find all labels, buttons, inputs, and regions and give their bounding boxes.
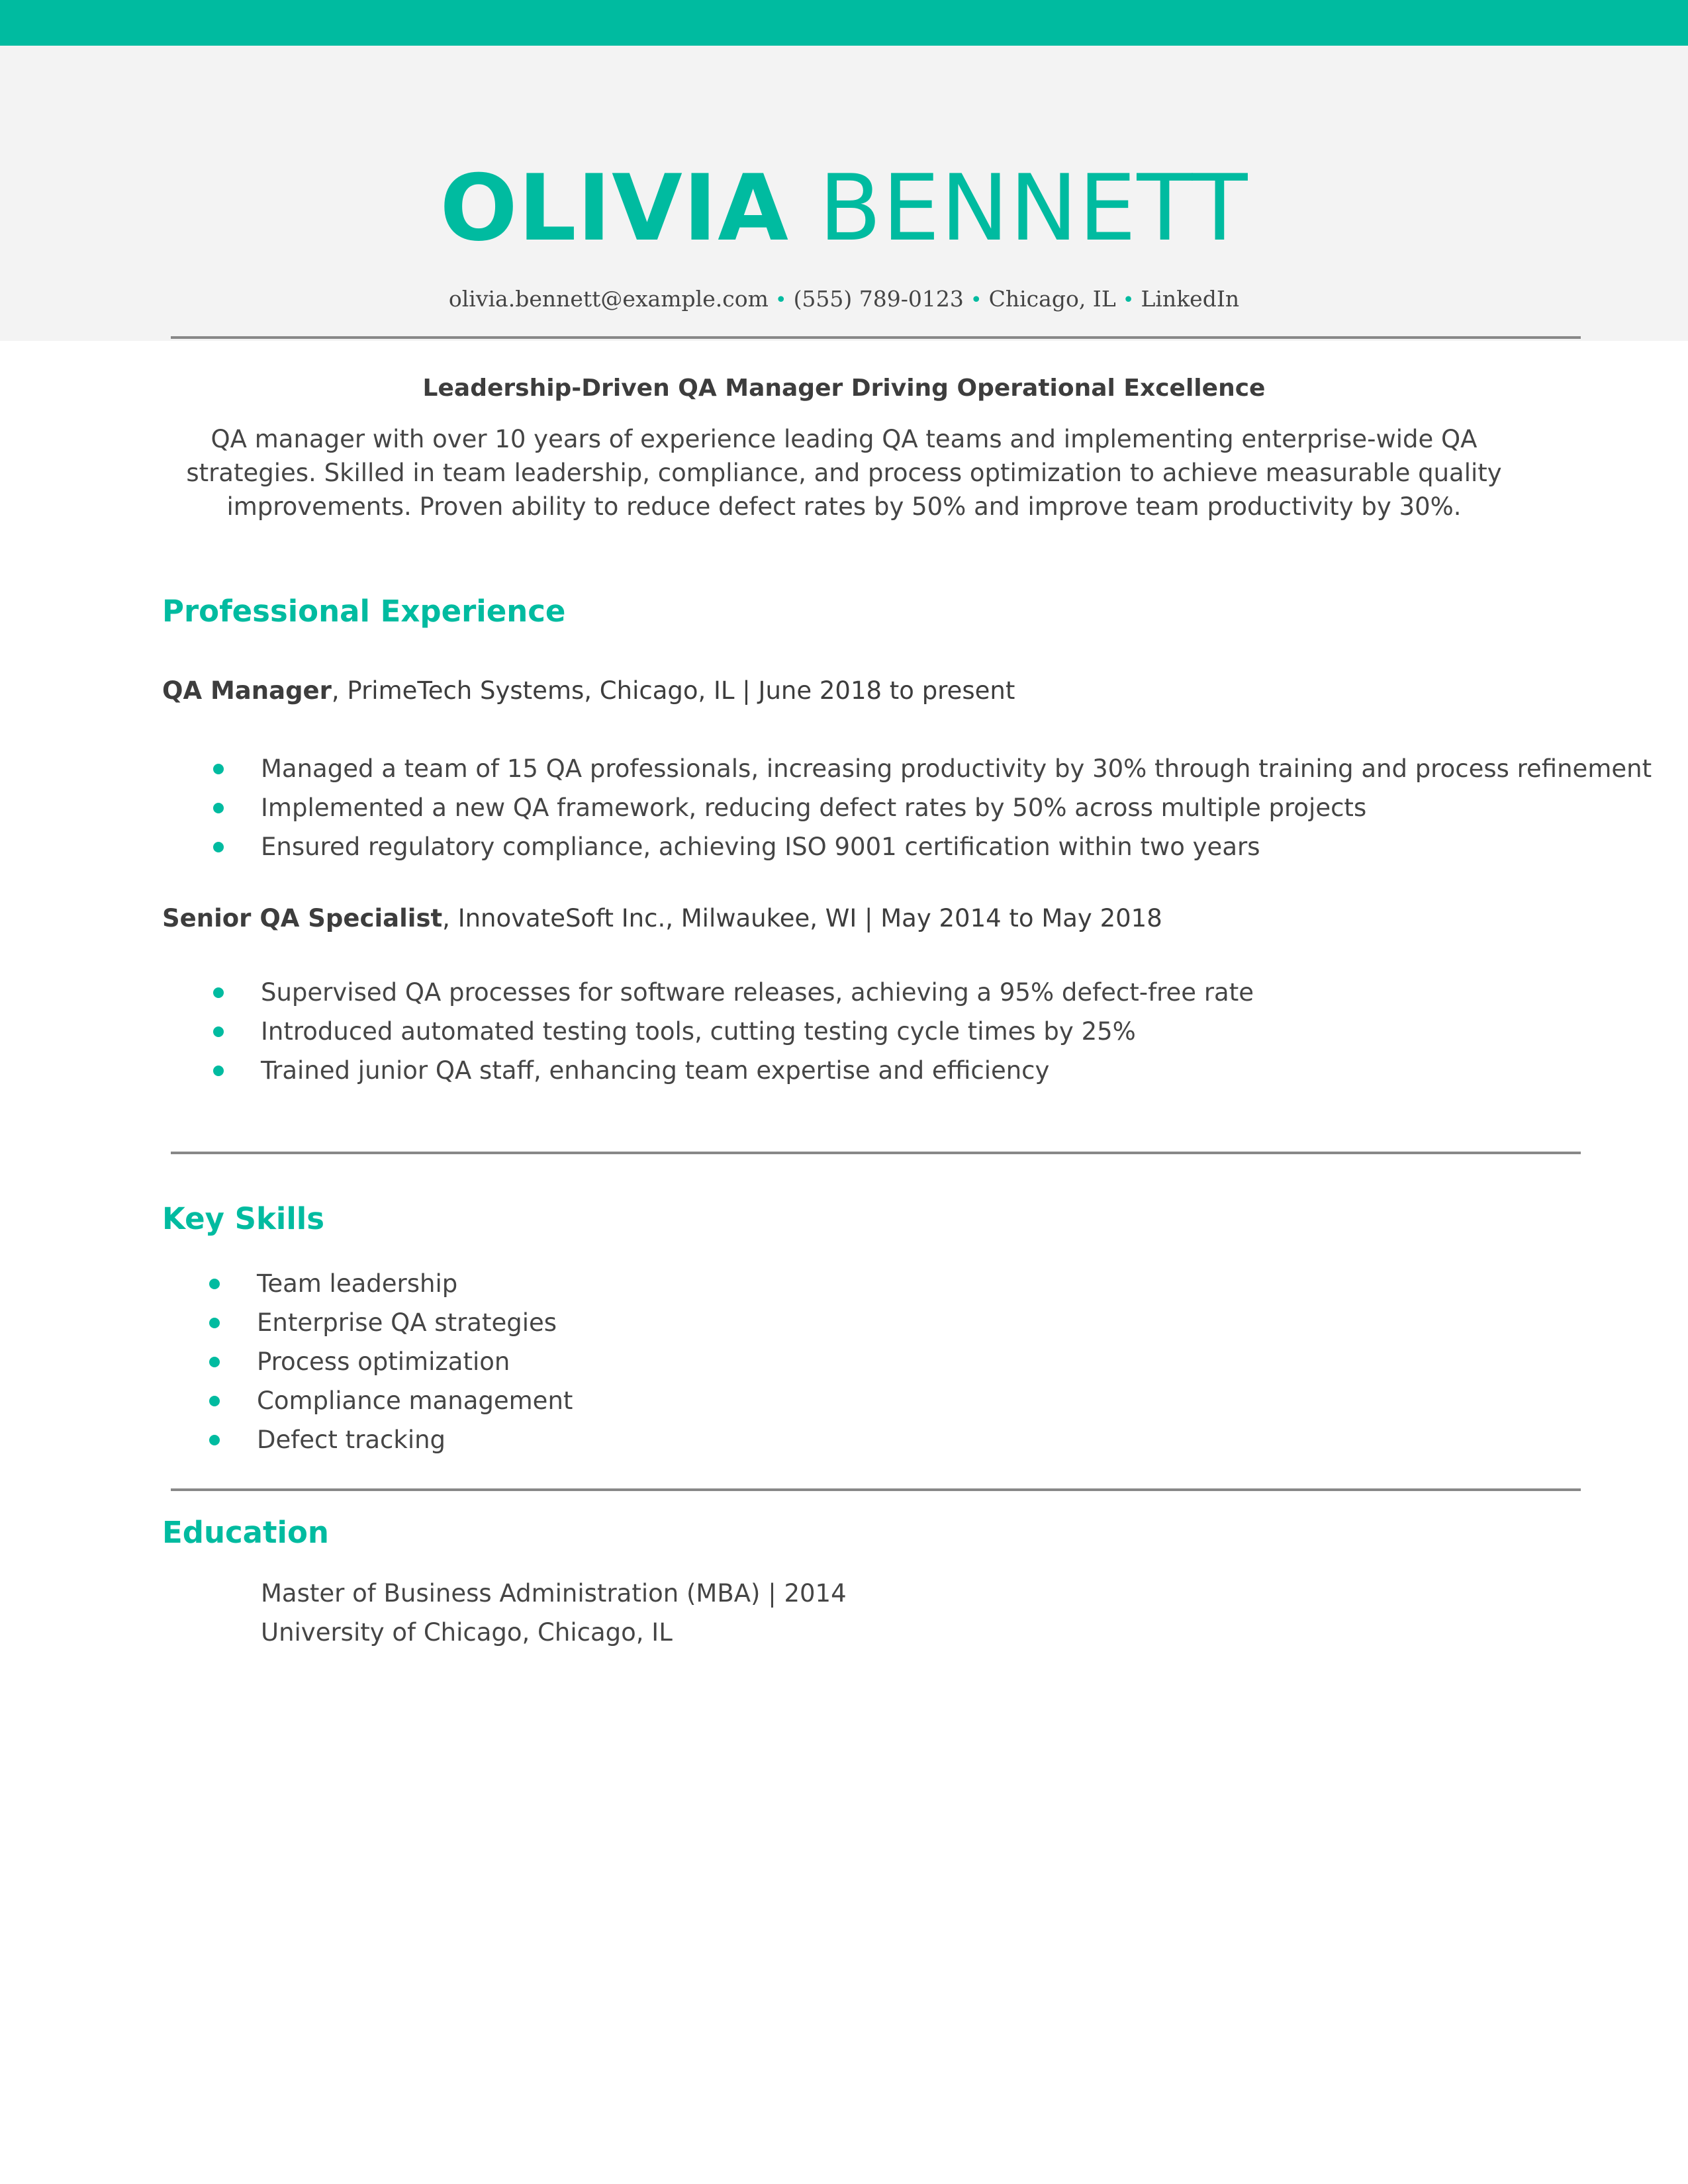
candidate-name: [0, 152, 1688, 265]
job-role: QA Manager: [162, 676, 332, 705]
list-item: Supervised QA processes for software releases, achieving a 95% defect-free rate: [261, 973, 1254, 1012]
job-title: [162, 674, 1015, 708]
top-accent-bar: [0, 0, 1688, 46]
job-title: [162, 901, 1162, 936]
bullet-dot-icon: [213, 1026, 224, 1037]
bullet-dot-icon: [213, 842, 224, 852]
list-item: Ensured regulatory compliance, achieving ISO 9001 certification within two years: [261, 827, 1652, 866]
bullet-dot-icon: [213, 803, 224, 813]
job-role: Senior QA Specialist: [162, 904, 443, 933]
skills-section-title: Key Skills: [162, 1201, 324, 1236]
section-divider: [171, 1488, 1581, 1491]
list-item: Managed a team of 15 QA professionals, increasing productivity by 30% through training and process refinement: [261, 749, 1652, 788]
separator-dot: •: [1122, 289, 1135, 312]
education-section-title: Education: [162, 1515, 329, 1550]
list-item: Defect tracking: [257, 1420, 573, 1459]
email-link[interactable]: olivia.bennett@example.com: [448, 286, 769, 312]
education-degree: Master of Business Administration (MBA) | 2014: [261, 1579, 847, 1608]
last-name: BENNETT: [818, 155, 1248, 261]
bullet-dot-icon: [209, 1357, 220, 1367]
list-item: Compliance management: [257, 1381, 573, 1420]
header-divider: [171, 336, 1581, 339]
list-item: Process optimization: [257, 1342, 573, 1381]
separator-dot: •: [970, 289, 982, 312]
list-item: Introduced automated testing tools, cutting testing cycle times by 25%: [261, 1012, 1254, 1051]
bullet-dot-icon: [209, 1279, 220, 1289]
list-item: Enterprise QA strategies: [257, 1303, 573, 1342]
linkedin-link[interactable]: LinkedIn: [1141, 286, 1240, 312]
contact-line: [0, 283, 1688, 316]
job-details: , PrimeTech Systems, Chicago, IL | June 2018 to present: [331, 676, 1015, 705]
bullet-dot-icon: [209, 1396, 220, 1406]
bullet-dot-icon: [209, 1318, 220, 1328]
summary-headline: Leadership-Driven QA Manager Driving Operational Excellence: [422, 375, 1266, 402]
section-divider: [171, 1152, 1581, 1154]
summary-text: QA manager with over 10 years of experience leading QA teams and implementing enterprise-wide QA strategies. Skilled in team leadership, compliance, and process optimization to achieve measurable quality improvements. Proven ability to reduce defect rates by 50% and improve team productivity by 30%.: [186, 425, 1502, 521]
list-item: Trained junior QA staff, enhancing team expertise and efficiency: [261, 1051, 1254, 1090]
job-bullets: [261, 973, 1254, 1090]
bullet-dot-icon: [213, 764, 224, 774]
bullet-dot-icon: [209, 1435, 220, 1445]
bullet-dot-icon: [213, 1066, 224, 1076]
first-name: OLIVIA: [440, 155, 789, 261]
list-item: Implemented a new QA framework, reducing defect rates by 50% across multiple projects: [261, 788, 1652, 827]
separator-dot: •: [774, 289, 787, 312]
phone-number: (555) 789-0123: [793, 286, 964, 312]
education-school: University of Chicago, Chicago, IL: [261, 1618, 673, 1647]
experience-section-title: Professional Experience: [162, 594, 566, 629]
job-details: , InnovateSoft Inc., Milwaukee, WI | May 2014 to May 2018: [442, 904, 1162, 933]
skills-list: [257, 1264, 573, 1459]
location: Chicago, IL: [988, 286, 1116, 312]
job-bullets: [261, 749, 1652, 866]
bullet-dot-icon: [213, 987, 224, 998]
list-item: Team leadership: [257, 1264, 573, 1303]
